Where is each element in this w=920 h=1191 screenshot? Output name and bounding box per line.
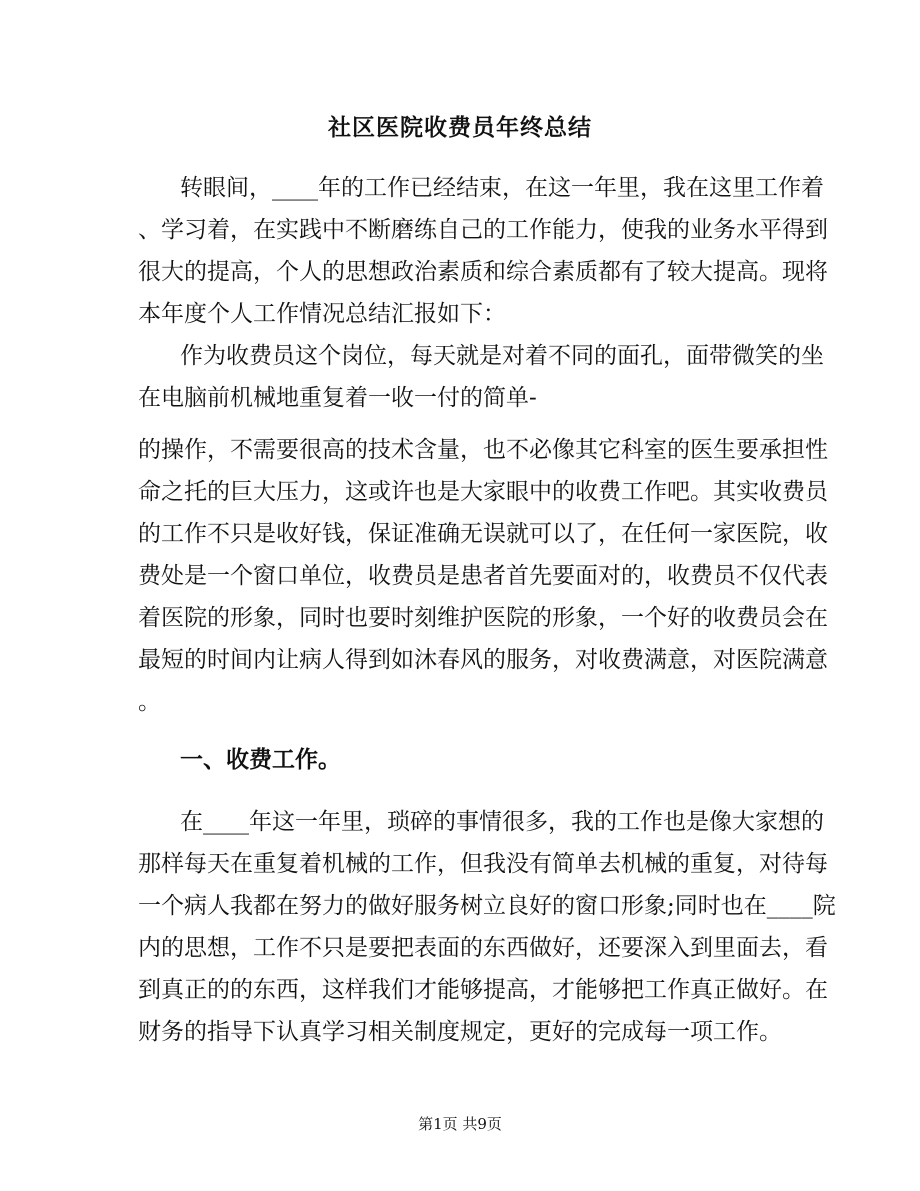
body-line: 作为收费员这个岗位，每天就是对着不同的面孔，面带微笑的坐 [180,343,824,369]
body-line: 转眼间，____年的工作已经结束，在这一年里，我在这里工作着 [180,175,824,201]
page-title: 社区医院收费员年终总结 [328,114,592,141]
body-line: 费处是一个窗口单位，收费员是患者首先要面对的，收费员不仅代表 [138,563,828,589]
body-line: 在电脑前机械地重复着一收一付的简单- [138,385,537,411]
body-line: 的工作不只是收好钱，保证准确无误就可以了，在任何一家医院，收 [138,521,828,547]
section-heading: 一、收费工作。 [180,746,341,773]
body-line: 着医院的形象，同时也要时刻维护医院的形象，一个好的收费员会在 [138,605,828,631]
body-line: 到真正的的东西，这样我们才能够提高，才能够把工作真正做好。在 [138,977,828,1003]
body-line: 一个病人我都在努力的做好服务树立良好的窗口形象;同时也在____院 [138,893,836,919]
body-line: 在____年这一年里，琐碎的事情很多，我的工作也是像大家想的 [180,809,824,835]
body-line: 、学习着，在实践中不断磨练自己的工作能力，使我的业务水平得到 [138,217,828,243]
body-line: 本年度个人工作情况总结汇报如下： [138,301,506,327]
body-line: 最短的时间内让病人得到如沐春风的服务，对收费满意，对医院满意 [138,647,828,673]
body-line: 。 [138,689,161,715]
body-line: 那样每天在重复着机械的工作，但我没有简单去机械的重复，对待每 [138,851,828,877]
body-line: 命之托的巨大压力，这或许也是大家眼中的收费工作吧。其实收费员 [138,479,828,505]
page-number: 第1页 共9页 [418,1115,502,1133]
body-line: 很大的提高，个人的思想政治素质和综合素质都有了较大提高。现将 [138,259,828,285]
body-line: 内的思想，工作不只是要把表面的东西做好，还要深入到里面去，看 [138,935,828,961]
body-line: 财务的指导下认真学习相关制度规定，更好的完成每一项工作。 [138,1019,782,1045]
body-line: 的操作，不需要很高的技术含量，也不必像其它科室的医生要承担性 [138,437,828,463]
